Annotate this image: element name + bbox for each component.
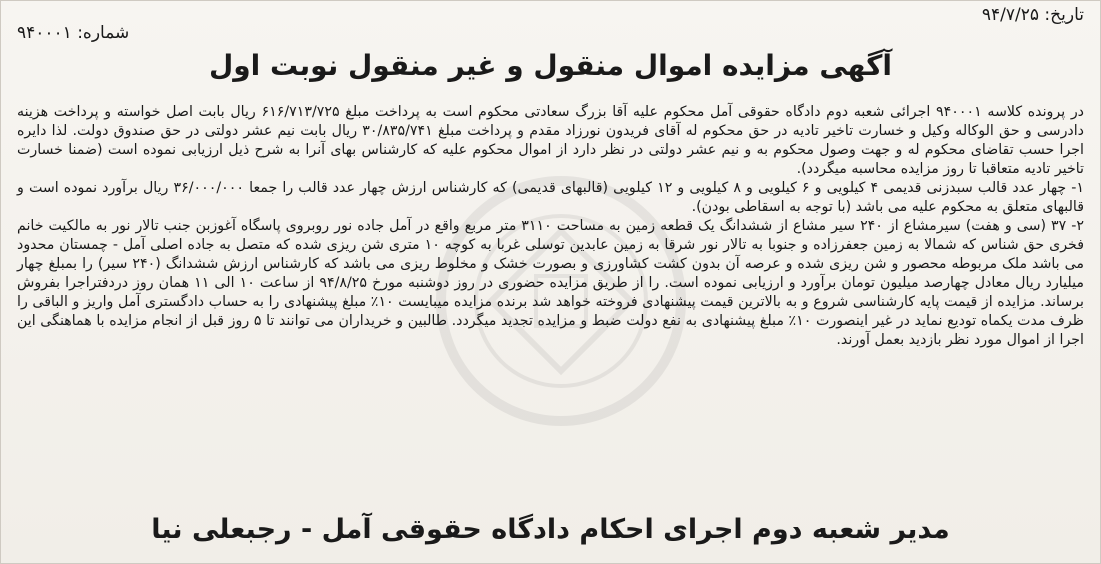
- date-text: تاریخ: ۹۴/۷/۲۵: [981, 5, 1084, 25]
- header: [17, 5, 1084, 45]
- notice-body: [17, 103, 1084, 350]
- item-2-paragraph: ۲- ۳۷ (سی و هفت) سیرمشاع از ۲۴۰ سیر مشاع از ششدانگ یک قطعه زمین به مساحت ۳۱۱۰ متر مربع واقع در آمل جاده نور روبروی پاسگاه آغوزبن جنب تالار نور به مالکیت خانم فخری حق شناس که شمالا به زمین جعفرزاده و جنوبا به تالار نور شرقا به زمین عابدین توسلی غربا به کوچه ۱۰ متری شن ریزی شده که متصل به جاده اصلی آمل - چمستان محدود می باشد ملک مربوطه محصور و شن ریزی شده و عرصه آن بدون کشت کشاورزی و بصورت خشک و مخلوط ریزی می باشد که کارشناس ارزش ششدانگ (۲۴۰ سیر) را بمبلغ چهار میلیارد ریال معادل چهارصد میلیون تومان برآورد و ارزیابی نموده است. را از طریق مزایده حضوری در روز دوشنبه مورخ ۹۴/۸/۲۵ از ساعت ۱۰ الی ۱۱ همان روز دردفتراجرا بفروش برساند. مزایده از قیمت پایه کارشناسی شروع و به بالاترین قیمت پیشنهادی فروخته خواهد شد برنده مزایده میبایست ۱۰٪ مبلغ پیشنهادی را به حساب دادگستری آمل واریز و الباقی را ظرف مدت یکماه تودیع نماید در غیر اینصورت ۱۰٪ مبلغ پیشنهادی به نفع دولت ضبط و مزایده تجدید میگردد. طالبین و خریداران می توانند تا ۵ روز قبل از انجام مزایده با هماهنگی این اجرا از اموال مورد نظر بازدید بعمل آورند.: [17, 218, 1084, 348]
- signature-line: مدیر شعبه دوم اجرای احکام دادگاه حقوقی آمل - رجبعلی نیا: [151, 514, 950, 545]
- page-title: آگهی مزایده اموال منقول و غیر منقول نوبت اول: [208, 49, 893, 82]
- intro-paragraph: در پرونده کلاسه ۹۴۰۰۰۱ اجرائی شعبه دوم دادگاه حقوقی آمل محکوم علیه آقا بزرگ سعادتی محکوم است به پرداخت مبلغ ۶۱۶/۷۱۳/۷۲۵ ریال بابت اصل خواسته و پرداخت هزینه دادرسی و حق الوکاله وکیل و خسارت تاخیر تادیه در حق محکوم له آقای فریدون نورزاد مقدم و پرداخت مبلغ ۳۰/۸۳۵/۷۴۱ ریال بابت نیم عشر دولتی در حق صندوق دولت. لذا دایره اجرا حسب تقاضای محکوم له و جهت وصول محکوم به و نیم عشر دولتی در نظر دارد از اموال محکوم علیه که کارشناس بهای آنرا به شرح ذیل ارزیابی نموده است (ضمنا خسارت تاخیر تادیه متعاقبا تا روز مزایده محاسبه میگردد).: [17, 104, 1085, 177]
- number-text: شماره: ۹۴۰۰۰۱: [17, 23, 130, 43]
- item-1-paragraph: ۱- چهار عدد قالب سبدزنی قدیمی ۴ کیلویی و ۶ کیلویی و ۸ کیلویی و ۱۲ کیلویی (قالبهای قدیمی) که کارشناس ارزش چهار عدد قالب را جمعا ۳۶/۰۰۰/۰۰۰ ریال برآورد نموده است و قالبهای متعلق به محکوم علیه می باشد (با توجه به اسقاطی بودن).: [17, 180, 1085, 215]
